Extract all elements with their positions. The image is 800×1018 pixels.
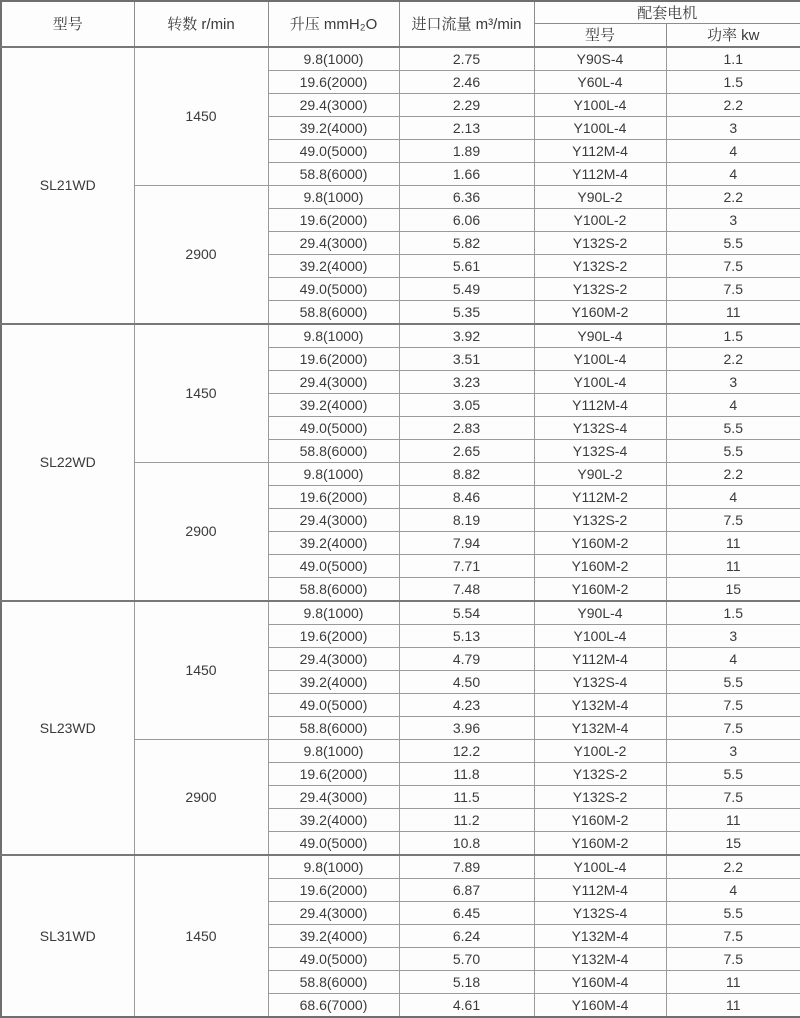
flow-cell: 2.83 bbox=[399, 416, 534, 439]
flow-cell: 3.96 bbox=[399, 716, 534, 739]
flow-cell: 8.46 bbox=[399, 485, 534, 508]
lift-cell: 19.6(2000) bbox=[268, 208, 399, 231]
motor-model-cell: Y132M-4 bbox=[534, 924, 666, 947]
motor-power-cell: 1.5 bbox=[666, 324, 800, 348]
lift-cell: 19.6(2000) bbox=[268, 70, 399, 93]
flow-cell: 6.36 bbox=[399, 185, 534, 208]
flow-cell: 5.18 bbox=[399, 970, 534, 993]
lift-cell: 19.6(2000) bbox=[268, 485, 399, 508]
flow-cell: 7.94 bbox=[399, 531, 534, 554]
motor-model-cell: Y112M-2 bbox=[534, 485, 666, 508]
motor-power-cell: 4 bbox=[666, 878, 800, 901]
motor-power-cell: 2.2 bbox=[666, 347, 800, 370]
motor-model-cell: Y160M-2 bbox=[534, 300, 666, 324]
motor-power-cell: 5.5 bbox=[666, 439, 800, 462]
motor-model-cell: Y90S-4 bbox=[534, 47, 666, 71]
flow-cell: 5.54 bbox=[399, 601, 534, 625]
lift-cell: 39.2(4000) bbox=[268, 924, 399, 947]
flow-cell: 2.65 bbox=[399, 439, 534, 462]
flow-cell: 5.82 bbox=[399, 231, 534, 254]
flow-cell: 4.23 bbox=[399, 693, 534, 716]
lift-cell: 58.8(6000) bbox=[268, 300, 399, 324]
motor-power-cell: 11 bbox=[666, 300, 800, 324]
table-row bbox=[1, 47, 800, 71]
motor-model-cell: Y132S-2 bbox=[534, 254, 666, 277]
flow-cell: 11.8 bbox=[399, 762, 534, 785]
speed-cell: 1450 bbox=[134, 47, 268, 186]
motor-model-cell: Y132S-4 bbox=[534, 901, 666, 924]
motor-power-cell: 3 bbox=[666, 370, 800, 393]
motor-power-cell: 2.2 bbox=[666, 93, 800, 116]
flow-cell: 2.29 bbox=[399, 93, 534, 116]
motor-model-cell: Y112M-4 bbox=[534, 162, 666, 185]
lift-cell: 29.4(3000) bbox=[268, 370, 399, 393]
motor-power-cell: 5.5 bbox=[666, 762, 800, 785]
lift-cell: 9.8(1000) bbox=[268, 185, 399, 208]
motor-model-cell: Y132M-4 bbox=[534, 716, 666, 739]
model-cell: SL23WD bbox=[1, 601, 134, 855]
flow-cell: 8.19 bbox=[399, 508, 534, 531]
motor-model-cell: Y90L-4 bbox=[534, 324, 666, 348]
header-motor-model: 型号 bbox=[534, 24, 666, 47]
motor-power-cell: 7.5 bbox=[666, 693, 800, 716]
table-body bbox=[1, 47, 800, 1017]
model-cell: SL22WD bbox=[1, 324, 134, 601]
lift-cell: 19.6(2000) bbox=[268, 624, 399, 647]
lift-cell: 9.8(1000) bbox=[268, 324, 399, 348]
motor-model-cell: Y100L-4 bbox=[534, 93, 666, 116]
motor-model-cell: Y132S-2 bbox=[534, 762, 666, 785]
motor-power-cell: 2.2 bbox=[666, 185, 800, 208]
motor-power-cell: 7.5 bbox=[666, 277, 800, 300]
motor-model-cell: Y160M-4 bbox=[534, 993, 666, 1017]
motor-model-cell: Y132M-4 bbox=[534, 693, 666, 716]
lift-cell: 19.6(2000) bbox=[268, 347, 399, 370]
lift-cell: 29.4(3000) bbox=[268, 901, 399, 924]
motor-model-cell: Y112M-4 bbox=[534, 647, 666, 670]
flow-cell: 6.06 bbox=[399, 208, 534, 231]
header-motor-group: 配套电机 bbox=[534, 1, 800, 24]
motor-power-cell: 4 bbox=[666, 393, 800, 416]
motor-power-cell: 7.5 bbox=[666, 924, 800, 947]
motor-power-cell: 4 bbox=[666, 139, 800, 162]
motor-power-cell: 2.2 bbox=[666, 855, 800, 879]
motor-model-cell: Y132S-2 bbox=[534, 277, 666, 300]
motor-model-cell: Y160M-4 bbox=[534, 970, 666, 993]
motor-power-cell: 7.5 bbox=[666, 254, 800, 277]
lift-cell: 49.0(5000) bbox=[268, 831, 399, 855]
motor-power-cell: 11 bbox=[666, 531, 800, 554]
header-row-top bbox=[1, 1, 800, 24]
motor-model-cell: Y100L-4 bbox=[534, 624, 666, 647]
motor-power-cell: 5.5 bbox=[666, 231, 800, 254]
flow-cell: 3.05 bbox=[399, 393, 534, 416]
flow-cell: 2.75 bbox=[399, 47, 534, 71]
flow-cell: 1.66 bbox=[399, 162, 534, 185]
flow-cell: 2.13 bbox=[399, 116, 534, 139]
speed-cell: 1450 bbox=[134, 324, 268, 463]
lift-cell: 58.8(6000) bbox=[268, 716, 399, 739]
motor-model-cell: Y160M-2 bbox=[534, 577, 666, 601]
lift-cell: 19.6(2000) bbox=[268, 878, 399, 901]
motor-model-cell: Y90L-4 bbox=[534, 601, 666, 625]
flow-cell: 12.2 bbox=[399, 739, 534, 762]
lift-cell: 29.4(3000) bbox=[268, 508, 399, 531]
flow-cell: 4.61 bbox=[399, 993, 534, 1017]
lift-cell: 29.4(3000) bbox=[268, 231, 399, 254]
flow-cell: 5.61 bbox=[399, 254, 534, 277]
flow-cell: 7.89 bbox=[399, 855, 534, 879]
lift-cell: 19.6(2000) bbox=[268, 762, 399, 785]
flow-cell: 4.50 bbox=[399, 670, 534, 693]
lift-cell: 9.8(1000) bbox=[268, 47, 399, 71]
flow-cell: 6.87 bbox=[399, 878, 534, 901]
motor-power-cell: 1.5 bbox=[666, 70, 800, 93]
speed-cell: 2900 bbox=[134, 185, 268, 324]
motor-model-cell: Y160M-2 bbox=[534, 831, 666, 855]
motor-model-cell: Y112M-4 bbox=[534, 139, 666, 162]
flow-cell: 3.51 bbox=[399, 347, 534, 370]
lift-cell: 49.0(5000) bbox=[268, 693, 399, 716]
flow-cell: 1.89 bbox=[399, 139, 534, 162]
motor-model-cell: Y160M-2 bbox=[534, 808, 666, 831]
flow-cell: 6.45 bbox=[399, 901, 534, 924]
motor-power-cell: 3 bbox=[666, 624, 800, 647]
flow-cell: 3.23 bbox=[399, 370, 534, 393]
header-lift: 升压 mmH₂O bbox=[268, 1, 399, 47]
motor-model-cell: Y112M-4 bbox=[534, 393, 666, 416]
lift-cell: 9.8(1000) bbox=[268, 601, 399, 625]
lift-cell: 9.8(1000) bbox=[268, 855, 399, 879]
lift-cell: 49.0(5000) bbox=[268, 554, 399, 577]
speed-cell: 2900 bbox=[134, 739, 268, 855]
lift-cell: 49.0(5000) bbox=[268, 416, 399, 439]
motor-model-cell: Y100L-4 bbox=[534, 370, 666, 393]
motor-model-cell: Y60L-4 bbox=[534, 70, 666, 93]
table-row bbox=[1, 324, 800, 348]
motor-power-cell: 3 bbox=[666, 739, 800, 762]
lift-cell: 29.4(3000) bbox=[268, 93, 399, 116]
motor-model-cell: Y90L-2 bbox=[534, 462, 666, 485]
motor-power-cell: 3 bbox=[666, 208, 800, 231]
header-flow: 进口流量 m³/min bbox=[399, 1, 534, 47]
header-model: 型号 bbox=[1, 1, 134, 47]
motor-power-cell: 2.2 bbox=[666, 462, 800, 485]
motor-power-cell: 7.5 bbox=[666, 508, 800, 531]
flow-cell: 10.8 bbox=[399, 831, 534, 855]
motor-power-cell: 1.1 bbox=[666, 47, 800, 71]
motor-model-cell: Y100L-4 bbox=[534, 116, 666, 139]
header-speed: 转数 r/min bbox=[134, 1, 268, 47]
lift-cell: 29.4(3000) bbox=[268, 785, 399, 808]
lift-cell: 39.2(4000) bbox=[268, 254, 399, 277]
motor-power-cell: 11 bbox=[666, 808, 800, 831]
motor-model-cell: Y160M-2 bbox=[534, 531, 666, 554]
motor-model-cell: Y100L-4 bbox=[534, 347, 666, 370]
motor-power-cell: 5.5 bbox=[666, 670, 800, 693]
lift-cell: 58.8(6000) bbox=[268, 577, 399, 601]
motor-model-cell: Y132S-2 bbox=[534, 231, 666, 254]
lift-cell: 29.4(3000) bbox=[268, 647, 399, 670]
motor-model-cell: Y100L-4 bbox=[534, 855, 666, 879]
model-cell: SL31WD bbox=[1, 855, 134, 1017]
motor-power-cell: 11 bbox=[666, 554, 800, 577]
lift-cell: 49.0(5000) bbox=[268, 947, 399, 970]
motor-power-cell: 4 bbox=[666, 162, 800, 185]
motor-power-cell: 11 bbox=[666, 970, 800, 993]
speed-cell: 1450 bbox=[134, 855, 268, 1017]
motor-power-cell: 3 bbox=[666, 116, 800, 139]
table-row bbox=[1, 855, 800, 879]
flow-cell: 2.46 bbox=[399, 70, 534, 93]
speed-cell: 2900 bbox=[134, 462, 268, 601]
flow-cell: 11.2 bbox=[399, 808, 534, 831]
flow-cell: 7.71 bbox=[399, 554, 534, 577]
motor-model-cell: Y160M-2 bbox=[534, 554, 666, 577]
motor-power-cell: 4 bbox=[666, 647, 800, 670]
lift-cell: 39.2(4000) bbox=[268, 808, 399, 831]
speed-cell: 1450 bbox=[134, 601, 268, 740]
lift-cell: 9.8(1000) bbox=[268, 739, 399, 762]
flow-cell: 7.48 bbox=[399, 577, 534, 601]
flow-cell: 5.49 bbox=[399, 277, 534, 300]
lift-cell: 49.0(5000) bbox=[268, 277, 399, 300]
motor-model-cell: Y100L-2 bbox=[534, 208, 666, 231]
motor-power-cell: 15 bbox=[666, 577, 800, 601]
table-row bbox=[1, 601, 800, 625]
motor-power-cell: 11 bbox=[666, 993, 800, 1017]
motor-model-cell: Y132S-4 bbox=[534, 670, 666, 693]
lift-cell: 58.8(6000) bbox=[268, 439, 399, 462]
motor-power-cell: 7.5 bbox=[666, 716, 800, 739]
flow-cell: 8.82 bbox=[399, 462, 534, 485]
motor-model-cell: Y132S-2 bbox=[534, 785, 666, 808]
flow-cell: 11.5 bbox=[399, 785, 534, 808]
motor-power-cell: 1.5 bbox=[666, 601, 800, 625]
flow-cell: 5.35 bbox=[399, 300, 534, 324]
motor-model-cell: Y132M-4 bbox=[534, 947, 666, 970]
motor-model-cell: Y132S-4 bbox=[534, 439, 666, 462]
motor-model-cell: Y132S-2 bbox=[534, 508, 666, 531]
motor-power-cell: 5.5 bbox=[666, 416, 800, 439]
motor-model-cell: Y132S-4 bbox=[534, 416, 666, 439]
lift-cell: 58.8(6000) bbox=[268, 162, 399, 185]
model-cell: SL21WD bbox=[1, 47, 134, 324]
flow-cell: 3.92 bbox=[399, 324, 534, 348]
flow-cell: 6.24 bbox=[399, 924, 534, 947]
lift-cell: 49.0(5000) bbox=[268, 139, 399, 162]
flow-cell: 5.13 bbox=[399, 624, 534, 647]
motor-power-cell: 5.5 bbox=[666, 901, 800, 924]
lift-cell: 9.8(1000) bbox=[268, 462, 399, 485]
flow-cell: 5.70 bbox=[399, 947, 534, 970]
motor-model-cell: Y90L-2 bbox=[534, 185, 666, 208]
motor-model-cell: Y100L-2 bbox=[534, 739, 666, 762]
header-motor-power: 功率 kw bbox=[666, 24, 800, 47]
motor-power-cell: 15 bbox=[666, 831, 800, 855]
lift-cell: 58.8(6000) bbox=[268, 970, 399, 993]
motor-power-cell: 7.5 bbox=[666, 947, 800, 970]
motor-power-cell: 7.5 bbox=[666, 785, 800, 808]
lift-cell: 39.2(4000) bbox=[268, 393, 399, 416]
motor-model-cell: Y112M-4 bbox=[534, 878, 666, 901]
flow-cell: 4.79 bbox=[399, 647, 534, 670]
lift-cell: 39.2(4000) bbox=[268, 531, 399, 554]
motor-power-cell: 4 bbox=[666, 485, 800, 508]
lift-cell: 68.6(7000) bbox=[268, 993, 399, 1017]
lift-cell: 39.2(4000) bbox=[268, 116, 399, 139]
lift-cell: 39.2(4000) bbox=[268, 670, 399, 693]
table-header bbox=[1, 1, 800, 47]
